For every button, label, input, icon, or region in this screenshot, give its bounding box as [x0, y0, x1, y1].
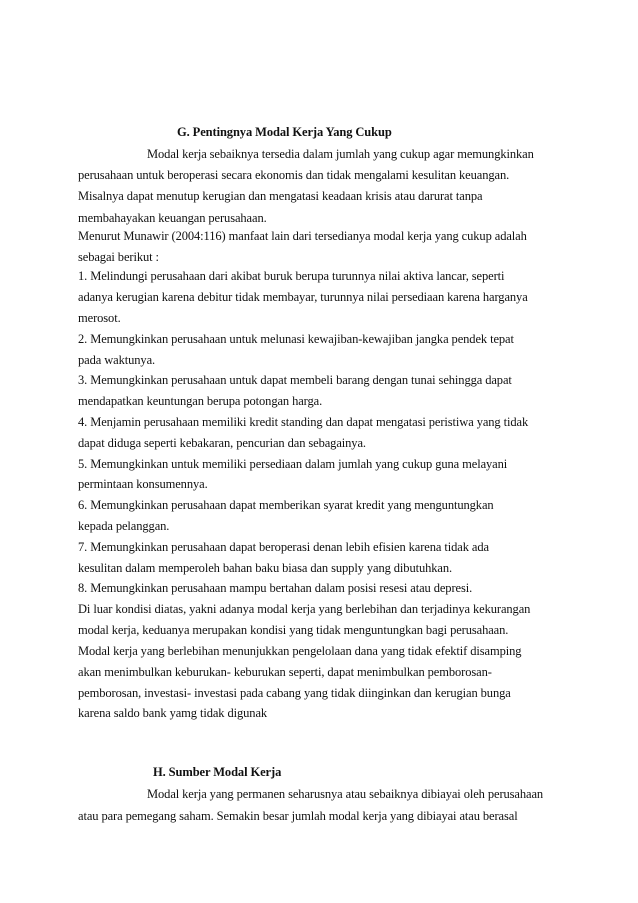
list-item-8: 8. Memungkinkan perusahaan mampu bertahan dalam posisi resesi atau depresi.: [78, 581, 473, 595]
list-item-7: 7. Memungkinkan perusahaan dapat beroperasi denan lebih efisien karena tidak ada: [78, 540, 489, 554]
paragraph-line: sebagai berikut :: [78, 250, 159, 264]
list-item-1-cont: merosot.: [78, 311, 121, 325]
list-item-1: 1. Melindungi perusahaan dari akibat buruk berupa turunnya nilai aktiva lancar, seperti: [78, 269, 505, 283]
paragraph-line: Modal kerja yang permanen seharusnya atau sebaiknya dibiayai oleh perusahaan: [147, 787, 544, 801]
paragraph-line: perusahaan untuk beroperasi secara ekonomis dan tidak mengalami kesulitan keuangan.: [78, 168, 510, 182]
section-g-heading: G. Pentingnya Modal Kerja Yang Cukup: [177, 125, 392, 139]
list-item-4: 4. Menjamin perusahaan memiliki kredit standing dan dapat mengatasi peristiwa yang tidak: [78, 415, 529, 429]
list-item-2-cont: pada waktunya.: [78, 353, 156, 367]
list-item-2: 2. Memungkinkan perusahaan untuk melunasi kewajiban-kewajiban jangka pendek tepat: [78, 332, 514, 346]
paragraph-line: modal kerja, keduanya merupakan kondisi yang tidak menguntungkan bagi perusahaan.: [78, 623, 509, 637]
list-item-3: 3. Memungkinkan perusahaan untuk dapat membeli barang dengan tunai sehingga dapat: [78, 373, 512, 387]
list-item-3-cont: mendapatkan keuntungan berupa potongan harga.: [78, 394, 323, 408]
paragraph-line: Menurut Munawir (2004:116) manfaat lain dari tersedianya modal kerja yang cukup adalah: [78, 229, 527, 243]
list-item-7-cont: kesulitan dalam memperoleh bahan baku biasa dan supply yang dibutuhkan.: [78, 561, 453, 575]
paragraph-line: membahayakan keuangan perusahaan.: [78, 211, 267, 225]
list-item-5: 5. Memungkinkan untuk memiliki persediaan dalam jumlah yang cukup guna melayani: [78, 457, 508, 471]
paragraph-line: Modal kerja yang berlebihan menunjukkan pengelolaan dana yang tidak efektif disamping: [78, 644, 522, 658]
section-h-heading: H. Sumber Modal Kerja: [153, 765, 282, 779]
list-item-5-cont: permintaan konsumennya.: [78, 477, 208, 491]
paragraph-line: pemborosan, investasi- investasi pada cabang yang tidak diinginkan dan kerugian bunga: [78, 686, 511, 700]
paragraph-line: akan menimbulkan keburukan- keburukan seperti, dapat menimbulkan pemborosan-: [78, 665, 492, 679]
list-item-4-cont: dapat diduga seperti kebakaran, pencurian dan sebagainya.: [78, 436, 366, 450]
list-item-6-cont: kepada pelanggan.: [78, 519, 170, 533]
paragraph-line: Misalnya dapat menutup kerugian dan mengatasi keadaan krisis atau darurat tanpa: [78, 189, 483, 203]
list-item-1-cont: adanya kerugian karena debitur tidak membayar, turunnya nilai persediaan karena harganya: [78, 290, 528, 304]
paragraph-line: Modal kerja sebaiknya tersedia dalam jumlah yang cukup agar memungkinkan: [147, 147, 534, 161]
list-item-6: 6. Memungkinkan perusahaan dapat memberikan syarat kredit yang menguntungkan: [78, 498, 494, 512]
paragraph-line: Di luar kondisi diatas, yakni adanya modal kerja yang berlebihan dan terjadinya kekurangan: [78, 602, 531, 616]
paragraph-line: karena saldo bank yamg tidak digunak: [78, 706, 268, 720]
paragraph-line: atau para pemegang saham. Semakin besar jumlah modal kerja yang dibiayai atau berasal: [78, 809, 518, 823]
